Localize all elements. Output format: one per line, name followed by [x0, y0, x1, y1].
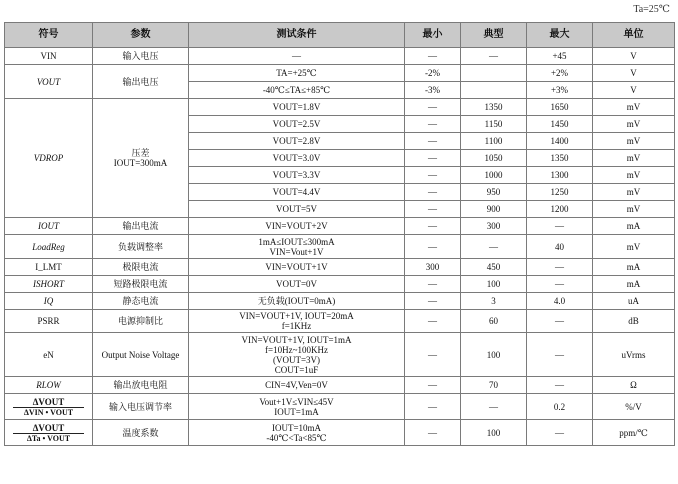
symbol-cell [5, 394, 93, 420]
condition-cell: -40℃≤TA≤+85℃ [189, 82, 405, 99]
max-cell: 40 [527, 235, 593, 259]
unit-cell: mV [593, 201, 675, 218]
unit-cell: %/V [593, 394, 675, 420]
header-parameter: 参数 [93, 23, 189, 48]
max-cell: — [527, 218, 593, 235]
condition-cell: TA=+25℃ [189, 65, 405, 82]
typ-cell: 900 [461, 201, 527, 218]
table-row [5, 276, 675, 293]
unit-cell: dB [593, 310, 675, 333]
symbol-cell: ISHORT [5, 276, 93, 293]
condition-cell: VIN=VOUT+2V [189, 218, 405, 235]
min-cell: 300 [405, 259, 461, 276]
symbol-cell: IOUT [5, 218, 93, 235]
unit-cell: mV [593, 150, 675, 167]
condition-cell: VOUT=0V [189, 276, 405, 293]
condition-cell: VOUT=2.5V [189, 116, 405, 133]
typ-cell: 300 [461, 218, 527, 235]
symbol-cell: VDROP [5, 99, 93, 218]
unit-cell: V [593, 48, 675, 65]
min-cell: — [405, 293, 461, 310]
parameter-cell: 电源抑制比 [93, 310, 189, 333]
typ-cell: 100 [461, 276, 527, 293]
condition-cell [189, 235, 405, 259]
symbol-cell [5, 420, 93, 446]
header-max: 最大 [527, 23, 593, 48]
condition-line: IOUT=10mA [271, 422, 322, 433]
parameter-cell: 温度系数 [93, 420, 189, 446]
unit-cell: ppm/℃ [593, 420, 675, 446]
min-cell: — [405, 377, 461, 394]
max-cell: — [527, 310, 593, 333]
symbol-cell: RLOW [5, 377, 93, 394]
parameter-cell: 输出电压 [93, 65, 189, 99]
max-cell: +3% [527, 82, 593, 99]
condition-cell [189, 394, 405, 420]
max-cell: 1250 [527, 184, 593, 201]
parameter-cell: 输入电压 [93, 48, 189, 65]
condition-line: VIN=VOUT+1V, IOUT=1mA [241, 334, 352, 345]
condition-line: f=10Hz~100KHz [265, 344, 328, 355]
typ-cell: 60 [461, 310, 527, 333]
condition-cell: CIN=4V,Ven=0V [189, 377, 405, 394]
header-unit: 单位 [593, 23, 675, 48]
symbol-denominator: ΔVIN • VOUT [13, 407, 84, 417]
max-cell: 0.2 [527, 394, 593, 420]
typ-cell: 1050 [461, 150, 527, 167]
parameter-cell: 输出电流 [93, 218, 189, 235]
condition-cell [189, 310, 405, 333]
typ-cell [461, 65, 527, 82]
typ-cell [461, 82, 527, 99]
min-cell: — [405, 201, 461, 218]
min-cell: -3% [405, 82, 461, 99]
max-cell: — [527, 377, 593, 394]
typ-cell: — [461, 235, 527, 259]
condition-cell: VOUT=5V [189, 201, 405, 218]
header-min: 最小 [405, 23, 461, 48]
table-row [5, 333, 675, 377]
min-cell: — [405, 218, 461, 235]
table-row [5, 420, 675, 446]
condition-line: (VOUT=3V) [272, 354, 321, 365]
typ-cell: 1000 [461, 167, 527, 184]
min-cell: — [405, 48, 461, 65]
table-row [5, 293, 675, 310]
min-cell: — [405, 235, 461, 259]
min-cell: — [405, 184, 461, 201]
max-cell: — [527, 276, 593, 293]
condition-line: VIN=Vout+1V [269, 246, 324, 257]
unit-cell: uVrms [593, 333, 675, 377]
condition-cell: VOUT=2.8V [189, 133, 405, 150]
parameter-cell: 静态电流 [93, 293, 189, 310]
typ-cell: 70 [461, 377, 527, 394]
symbol-denominator: ΔTa • VOUT [13, 433, 84, 443]
max-cell: 1650 [527, 99, 593, 116]
ambient-condition-note: Ta=25℃ [633, 4, 670, 15]
unit-cell: V [593, 65, 675, 82]
max-cell: +2% [527, 65, 593, 82]
max-cell: 4.0 [527, 293, 593, 310]
max-cell: 1350 [527, 150, 593, 167]
condition-line: 1mA≤IOUT≤300mA [258, 236, 335, 247]
condition-cell: VOUT=1.8V [189, 99, 405, 116]
table-row [5, 394, 675, 420]
unit-cell: mV [593, 167, 675, 184]
condition-cell: VIN=VOUT+1V [189, 259, 405, 276]
condition-line: IOUT=1mA [274, 406, 319, 417]
max-cell: — [527, 333, 593, 377]
unit-cell: mA [593, 218, 675, 235]
typ-cell: — [461, 394, 527, 420]
min-cell: — [405, 333, 461, 377]
parameter-cell: 负载调整率 [93, 235, 189, 259]
typ-cell: 100 [461, 333, 527, 377]
max-cell: 1200 [527, 201, 593, 218]
symbol-cell: I_LMT [5, 259, 93, 276]
parameter-cell [93, 99, 189, 218]
unit-cell: mV [593, 235, 675, 259]
min-cell: — [405, 116, 461, 133]
typ-cell: 1100 [461, 133, 527, 150]
condition-line: Vout+1V≤VIN≤45V [259, 396, 334, 407]
table-header-row [5, 23, 675, 48]
typ-cell: 450 [461, 259, 527, 276]
symbol-numerator: ΔVOUT [32, 422, 65, 433]
min-cell: — [405, 150, 461, 167]
unit-cell: mV [593, 184, 675, 201]
symbol-cell: eN [5, 333, 93, 377]
min-cell: — [405, 420, 461, 446]
symbol-cell: PSRR [5, 310, 93, 333]
unit-cell: mA [593, 276, 675, 293]
unit-cell: mV [593, 116, 675, 133]
parameter-cell: 输入电压调节率 [93, 394, 189, 420]
max-cell: 1450 [527, 116, 593, 133]
table-row [5, 65, 675, 82]
condition-cell: VOUT=3.3V [189, 167, 405, 184]
unit-cell: V [593, 82, 675, 99]
max-cell: 1300 [527, 167, 593, 184]
parameter-cell: 极限电流 [93, 259, 189, 276]
parameter-cell: 短路极限电流 [93, 276, 189, 293]
unit-cell: uA [593, 293, 675, 310]
table-row [5, 218, 675, 235]
min-cell: — [405, 99, 461, 116]
min-cell: — [405, 310, 461, 333]
electrical-characteristics-table [4, 22, 675, 446]
parameter-line: 压差 [131, 148, 150, 158]
table-row [5, 310, 675, 333]
header-typ: 典型 [461, 23, 527, 48]
symbol-cell: VOUT [5, 65, 93, 99]
condition-cell [189, 333, 405, 377]
max-cell: 1400 [527, 133, 593, 150]
typ-cell: — [461, 48, 527, 65]
header-test-condition: 测试条件 [189, 23, 405, 48]
table-row [5, 48, 675, 65]
condition-cell: — [189, 48, 405, 65]
unit-cell: mA [593, 259, 675, 276]
max-cell: — [527, 259, 593, 276]
typ-cell: 950 [461, 184, 527, 201]
condition-cell: VOUT=4.4V [189, 184, 405, 201]
parameter-cell: Output Noise Voltage [93, 333, 189, 377]
condition-line: -40℃<Ta<85℃ [266, 432, 327, 443]
typ-cell: 1150 [461, 116, 527, 133]
header-symbol: 符号 [5, 23, 93, 48]
max-cell: — [527, 420, 593, 446]
unit-cell: mV [593, 133, 675, 150]
table-row [5, 99, 675, 116]
parameter-cell: 输出放电电阻 [93, 377, 189, 394]
condition-line: f=1KHz [281, 321, 312, 331]
condition-cell: 无负载(IOUT=0mA) [189, 293, 405, 310]
typ-cell: 100 [461, 420, 527, 446]
min-cell: — [405, 394, 461, 420]
condition-cell [189, 420, 405, 446]
condition-cell: VOUT=3.0V [189, 150, 405, 167]
condition-line: COUT=1uF [274, 364, 319, 375]
condition-line: VIN=VOUT+1V, IOUT=20mA [239, 311, 354, 321]
min-cell: — [405, 276, 461, 293]
symbol-cell: IQ [5, 293, 93, 310]
min-cell: -2% [405, 65, 461, 82]
table-row [5, 377, 675, 394]
table-row [5, 235, 675, 259]
symbol-numerator: ΔVOUT [32, 396, 65, 407]
typ-cell: 3 [461, 293, 527, 310]
table-row [5, 259, 675, 276]
symbol-cell: LoadReg [5, 235, 93, 259]
symbol-cell: VIN [5, 48, 93, 65]
min-cell: — [405, 133, 461, 150]
typ-cell: 1350 [461, 99, 527, 116]
parameter-line: IOUT=300mA [113, 158, 168, 168]
unit-cell: mV [593, 99, 675, 116]
unit-cell: Ω [593, 377, 675, 394]
max-cell: +45 [527, 48, 593, 65]
min-cell: — [405, 167, 461, 184]
